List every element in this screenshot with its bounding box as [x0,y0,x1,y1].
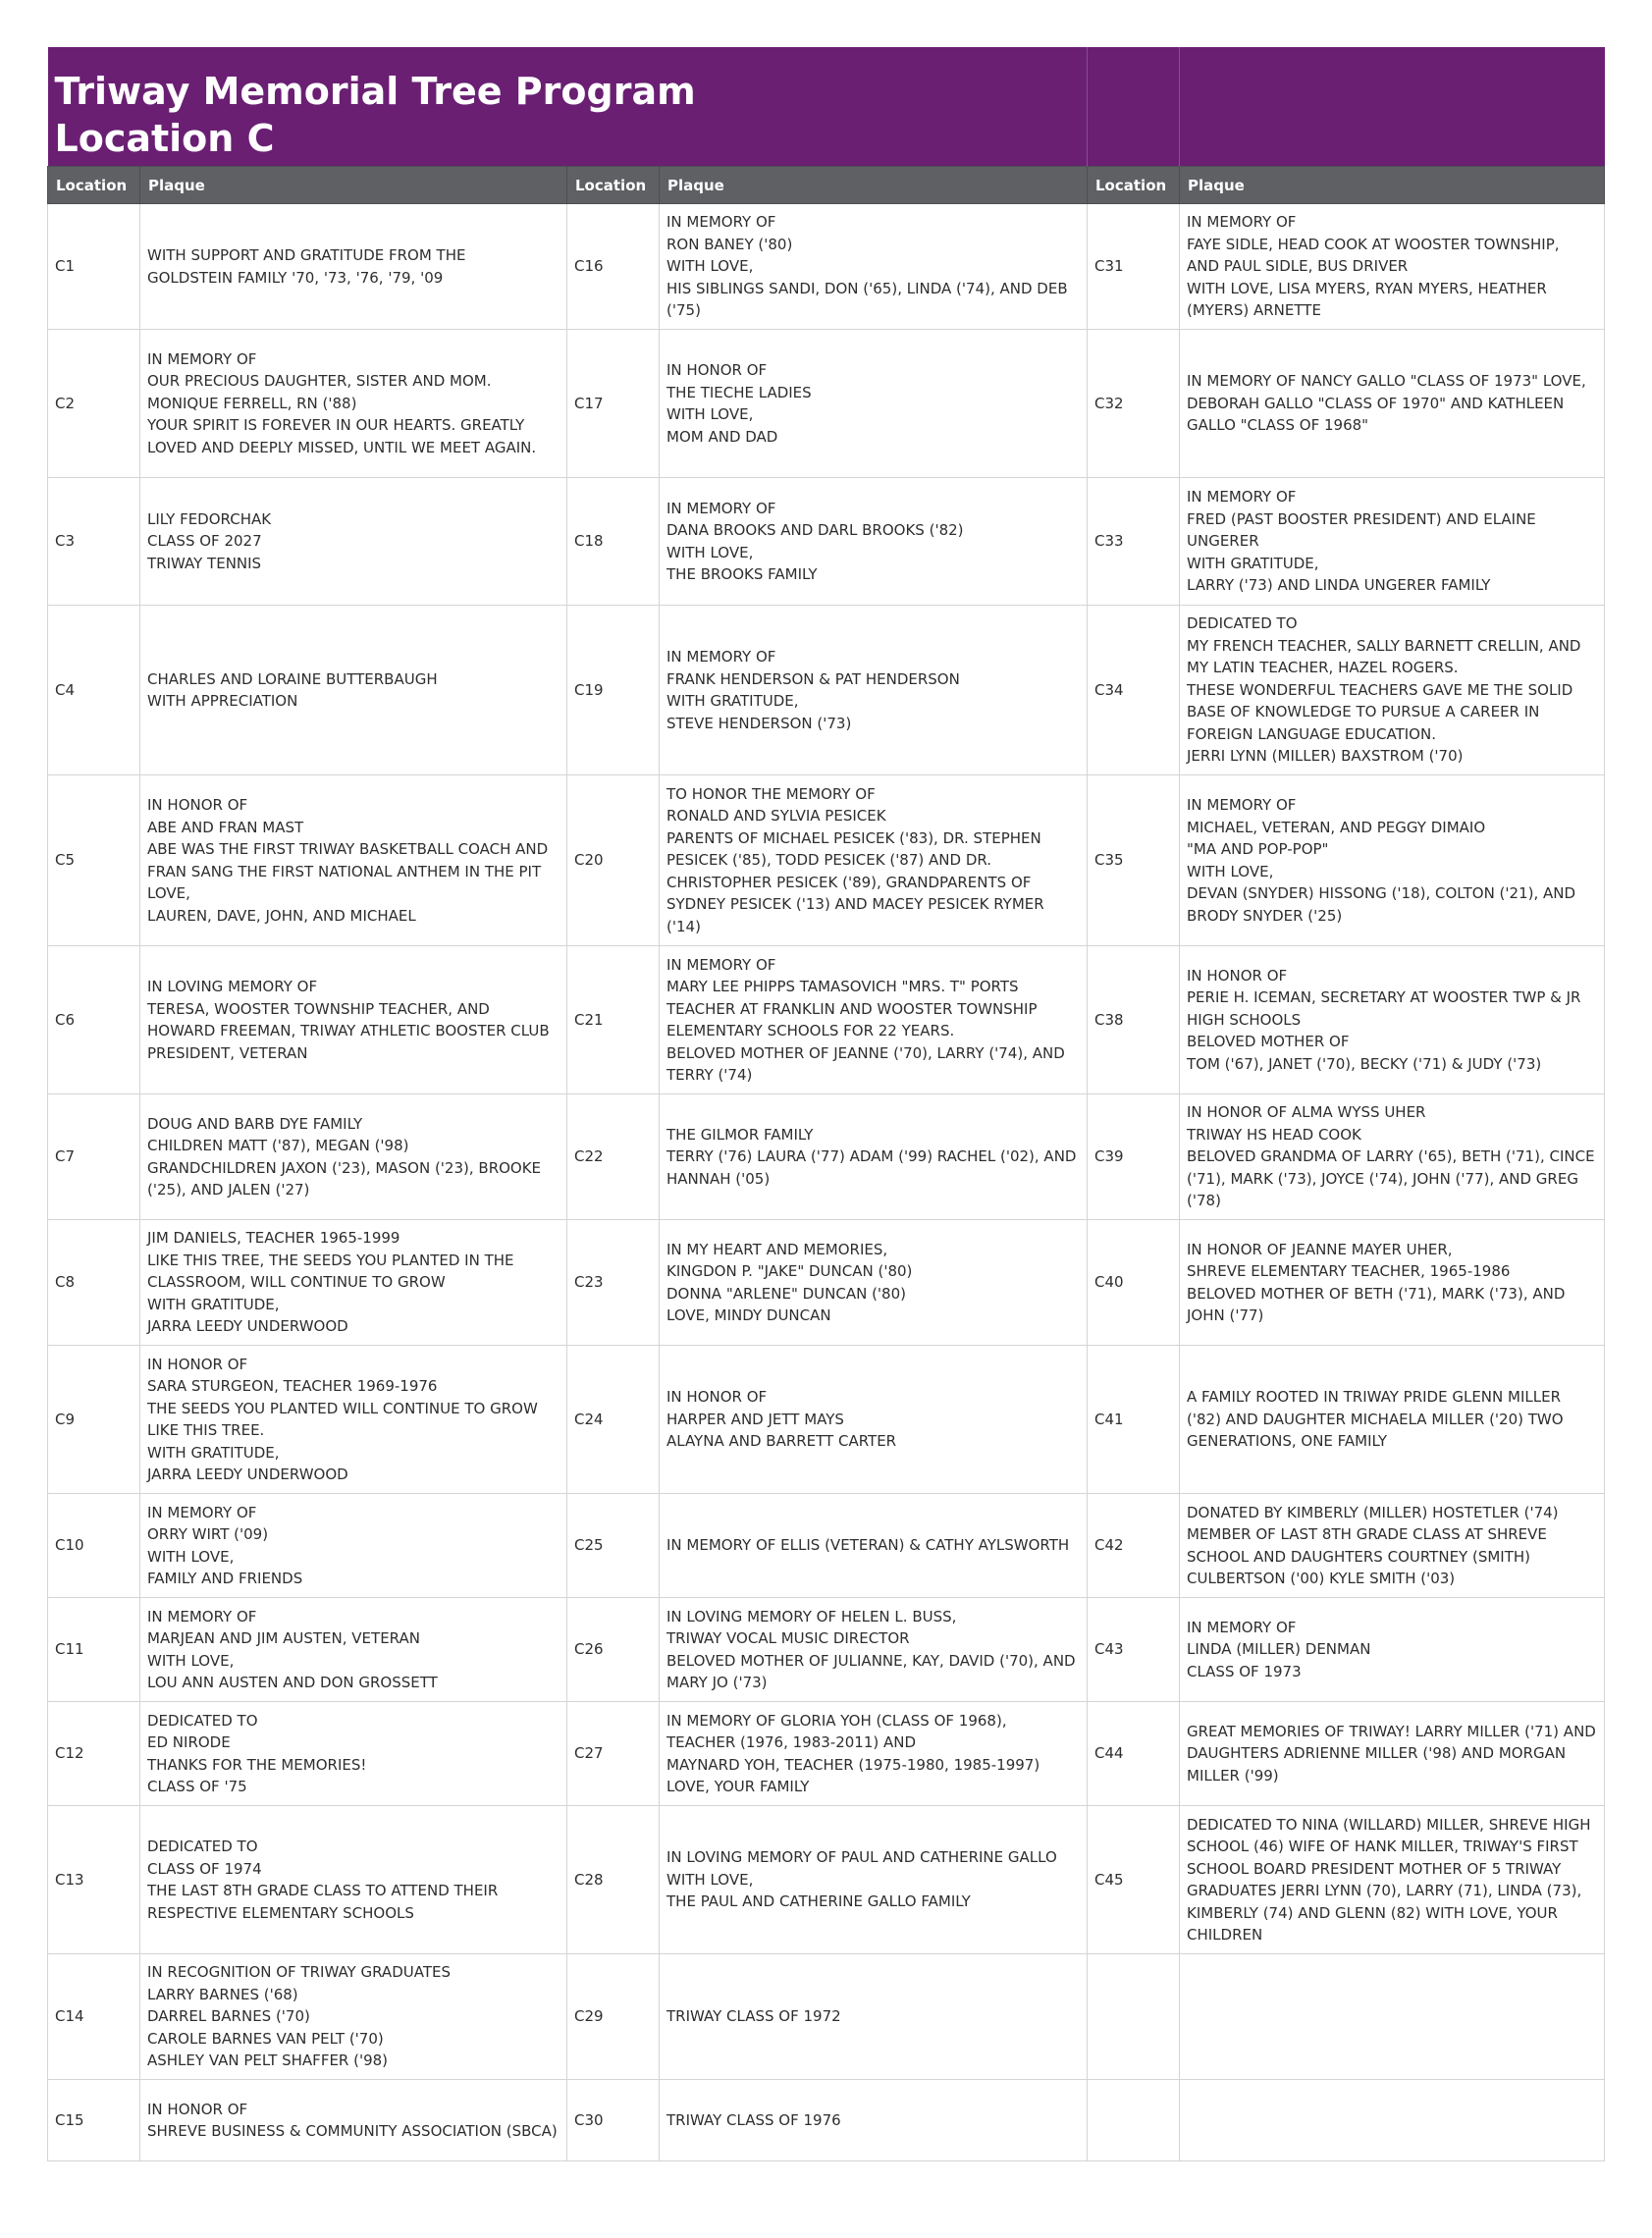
table-row [48,2080,1605,2161]
location-code: C21 [567,946,660,1094]
table-row [48,330,1605,478]
plaque-text: IN MEMORY OF DANA BROOKS AND DARL BROOKS ('82) WITH LOVE, THE BROOKS FAMILY [660,478,1088,606]
table-row [48,1494,1605,1598]
location-code: C2 [48,330,140,478]
plaque-text: IN HONOR OF JEANNE MAYER UHER, SHREVE ELEMENTARY TEACHER, 1965-1986 BELOVED MOTHER OF BETH ('71), MARK ('73), AND JOHN ('77) [1180,1220,1605,1346]
location-code: C16 [567,204,660,330]
plaque-text: IN HONOR OF PERIE H. ICEMAN, SECRETARY AT WOOSTER TWP & JR HIGH SCHOOLS BELOVED MOTHER OF TOM ('67), JANET ('70), BECKY ('71) & JUDY ('73) [1180,946,1605,1094]
location-code: C1 [48,204,140,330]
location-code: C13 [48,1806,140,1954]
location-code: C39 [1088,1094,1180,1220]
location-code [1088,2080,1180,2161]
plaque-text: IN MEMORY OF LINDA (MILLER) DENMAN CLASS OF 1973 [1180,1598,1605,1702]
plaque-text: TRIWAY CLASS OF 1972 [660,1954,1088,2080]
location-code: C14 [48,1954,140,2080]
plaque-text: WITH SUPPORT AND GRATITUDE FROM THE GOLDSTEIN FAMILY '70, '73, '76, '79, '09 [140,204,567,330]
location-code: C43 [1088,1598,1180,1702]
memorial-tree-sheet [47,47,1605,2161]
plaque-text: IN HONOR OF SHREVE BUSINESS & COMMUNITY ASSOCIATION (SBCA) [140,2080,567,2161]
location-code: C15 [48,2080,140,2161]
location-code: C35 [1088,775,1180,946]
location-code: C29 [567,1954,660,2080]
plaque-text: THE GILMOR FAMILY TERRY ('76) LAURA ('77) ADAM ('99) RACHEL ('02), AND HANNAH ('05) [660,1094,1088,1220]
location-code: C10 [48,1494,140,1598]
location-code: C11 [48,1598,140,1702]
plaque-text: DEDICATED TO NINA (WILLARD) MILLER, SHREVE HIGH SCHOOL (46) WIFE OF HANK MILLER, TRIWAY'S FIRST SCHOOL BOARD PRESIDENT MOTHER OF 5 TRIWAY GRADUATES JERRI LYNN (70), LARRY (71), LINDA (73), KIMBERLY (74) AND GLENN (82) WITH LOVE, YOUR CHILDREN [1180,1806,1605,1954]
plaque-text: IN MEMORY OF NANCY GALLO "CLASS OF 1973" LOVE, DEBORAH GALLO "CLASS OF 1970" AND KATHLEEN GALLO "CLASS OF 1968" [1180,330,1605,478]
plaque-text: IN MEMORY OF ORRY WIRT ('09) WITH LOVE, FAMILY AND FRIENDS [140,1494,567,1598]
location-code: C3 [48,478,140,606]
title-spacer-cell [1180,47,1605,167]
location-code: C28 [567,1806,660,1954]
title-cell [48,47,1088,167]
plaque-text: IN HONOR OF ALMA WYSS UHER TRIWAY HS HEAD COOK BELOVED GRANDMA OF LARRY ('65), BETH ('71), CINCE ('71), MARK ('73), JOYCE ('74), JOHN ('77), AND GREG ('78) [1180,1094,1605,1220]
plaque-text [1180,2080,1605,2161]
location-code: C25 [567,1494,660,1598]
plaque-text: IN MEMORY OF ELLIS (VETERAN) & CATHY AYLSWORTH [660,1494,1088,1598]
table-row [48,1220,1605,1346]
table-row [48,1806,1605,1954]
plaque-text: IN HONOR OF HARPER AND JETT MAYS ALAYNA AND BARRETT CARTER [660,1346,1088,1494]
page-title: Triway Memorial Tree Program [54,70,696,113]
location-code: C6 [48,946,140,1094]
page-subtitle: Location C [54,117,275,160]
location-code: C26 [567,1598,660,1702]
column-header-location: Location [48,167,140,204]
table-row [48,775,1605,946]
location-code: C30 [567,2080,660,2161]
plaque-text: IN MEMORY OF MARY LEE PHIPPS TAMASOVICH "MRS. T" PORTS TEACHER AT FRANKLIN AND WOOSTER TOWNSHIP ELEMENTARY SCHOOLS FOR 22 YEARS. BELOVED MOTHER OF JEANNE ('70), LARRY ('74), AND TERRY ('74) [660,946,1088,1094]
location-code: C17 [567,330,660,478]
plaque-text: IN LOVING MEMORY OF PAUL AND CATHERINE GALLO WITH LOVE, THE PAUL AND CATHERINE GALLO FAMILY [660,1806,1088,1954]
plaque-text: DOUG AND BARB DYE FAMILY CHILDREN MATT ('87), MEGAN ('98) GRANDCHILDREN JAXON ('23), MASON ('23), BROOKE ('25), AND JALEN ('27) [140,1094,567,1220]
location-code: C8 [48,1220,140,1346]
location-code: C45 [1088,1806,1180,1954]
plaque-text: IN MEMORY OF FRANK HENDERSON & PAT HENDERSON WITH GRATITUDE, STEVE HENDERSON ('73) [660,606,1088,775]
column-header-row [48,167,1605,204]
location-code: C22 [567,1094,660,1220]
table-row [48,1094,1605,1220]
location-code: C18 [567,478,660,606]
location-code: C24 [567,1346,660,1494]
column-header-location: Location [567,167,660,204]
location-code: C44 [1088,1702,1180,1806]
location-code: C7 [48,1094,140,1220]
location-code: C12 [48,1702,140,1806]
plaque-text: GREAT MEMORIES OF TRIWAY! LARRY MILLER ('71) AND DAUGHTERS ADRIENNE MILLER ('98) AND MORGAN MILLER ('99) [1180,1702,1605,1806]
plaque-text: IN MEMORY OF MICHAEL, VETERAN, AND PEGGY DIMAIO "MA AND POP-POP" WITH LOVE, DEVAN (SNYDER) HISSONG ('18), COLTON ('21), AND BRODY SNYDER ('25) [1180,775,1605,946]
plaque-text: IN MEMORY OF MARJEAN AND JIM AUSTEN, VETERAN WITH LOVE, LOU ANN AUSTEN AND DON GROSSETT [140,1598,567,1702]
plaque-text: IN HONOR OF SARA STURGEON, TEACHER 1969-1976 THE SEEDS YOU PLANTED WILL CONTINUE TO GROW LIKE THIS TREE. WITH GRATITUDE, JARRA LEEDY UNDERWOOD [140,1346,567,1494]
table-row [48,478,1605,606]
table-row [48,1954,1605,2080]
location-code [1088,1954,1180,2080]
table-row [48,1346,1605,1494]
location-code: C32 [1088,330,1180,478]
location-code: C31 [1088,204,1180,330]
location-code: C20 [567,775,660,946]
location-code: C41 [1088,1346,1180,1494]
table-row [48,204,1605,330]
plaque-text: IN RECOGNITION OF TRIWAY GRADUATES LARRY BARNES ('68) DARREL BARNES ('70) CAROLE BARNES VAN PELT ('70) ASHLEY VAN PELT SHAFFER ('98) [140,1954,567,2080]
column-header-plaque: Plaque [660,167,1088,204]
table-row [48,1702,1605,1806]
location-code: C40 [1088,1220,1180,1346]
location-code: C38 [1088,946,1180,1094]
location-code: C33 [1088,478,1180,606]
plaque-text: IN MEMORY OF RON BANEY ('80) WITH LOVE, HIS SIBLINGS SANDI, DON ('65), LINDA ('74), AND DEB ('75) [660,204,1088,330]
location-code: C27 [567,1702,660,1806]
location-code: C42 [1088,1494,1180,1598]
plaque-text: LILY FEDORCHAK CLASS OF 2027 TRIWAY TENNIS [140,478,567,606]
plaque-text: DEDICATED TO MY FRENCH TEACHER, SALLY BARNETT CRELLIN, AND MY LATIN TEACHER, HAZEL ROGERS. THESE WONDERFUL TEACHERS GAVE ME THE SOLID BASE OF KNOWLEDGE TO PURSUE A CAREER IN FOREIGN LANGUAGE EDUCATION. JERRI LYNN (MILLER) BAXSTROM ('70) [1180,606,1605,775]
plaque-table [47,47,1605,2161]
location-code: C23 [567,1220,660,1346]
plaque-table-body [48,204,1605,2161]
location-code: C34 [1088,606,1180,775]
plaque-text: IN MEMORY OF FAYE SIDLE, HEAD COOK AT WOOSTER TOWNSHIP, AND PAUL SIDLE, BUS DRIVER WITH LOVE, LISA MYERS, RYAN MYERS, HEATHER (MYERS) ARNETTE [1180,204,1605,330]
plaque-text: DEDICATED TO CLASS OF 1974 THE LAST 8TH GRADE CLASS TO ATTEND THEIR RESPECTIVE ELEMENTARY SCHOOLS [140,1806,567,1954]
location-code: C5 [48,775,140,946]
location-code: C4 [48,606,140,775]
plaque-text: IN MY HEART AND MEMORIES, KINGDON P. "JAKE" DUNCAN ('80) DONNA "ARLENE" DUNCAN ('80) LOVE, MINDY DUNCAN [660,1220,1088,1346]
plaque-text: CHARLES AND LORAINE BUTTERBAUGH WITH APPRECIATION [140,606,567,775]
plaque-text [1180,1954,1605,2080]
title-spacer-cell [1088,47,1180,167]
title-banner [48,47,1605,167]
plaque-text: IN LOVING MEMORY OF HELEN L. BUSS, TRIWAY VOCAL MUSIC DIRECTOR BELOVED MOTHER OF JULIANNE, KAY, DAVID ('70), AND MARY JO ('73) [660,1598,1088,1702]
table-row [48,1598,1605,1702]
plaque-text: IN LOVING MEMORY OF TERESA, WOOSTER TOWNSHIP TEACHER, AND HOWARD FREEMAN, TRIWAY ATHLETIC BOOSTER CLUB PRESIDENT, VETERAN [140,946,567,1094]
location-code: C9 [48,1346,140,1494]
plaque-text: TO HONOR THE MEMORY OF RONALD AND SYLVIA PESICEK PARENTS OF MICHAEL PESICEK ('83), DR. STEPHEN PESICEK ('85), TODD PESICEK ('87) AND DR. CHRISTOPHER PESICEK ('89), GRANDPARENTS OF SYDNEY PESICEK ('13) AND MACEY PESICEK RYMER ('14) [660,775,1088,946]
plaque-text: IN HONOR OF ABE AND FRAN MAST ABE WAS THE FIRST TRIWAY BASKETBALL COACH AND FRAN SANG THE FIRST NATIONAL ANTHEM IN THE PIT LOVE, LAUREN, DAVE, JOHN, AND MICHAEL [140,775,567,946]
plaque-text: A FAMILY ROOTED IN TRIWAY PRIDE GLENN MILLER ('82) AND DAUGHTER MICHAELA MILLER ('20) TWO GENERATIONS, ONE FAMILY [1180,1346,1605,1494]
table-row [48,946,1605,1094]
plaque-text: TRIWAY CLASS OF 1976 [660,2080,1088,2161]
table-row [48,606,1605,775]
column-header-location: Location [1088,167,1180,204]
plaque-text: DONATED BY KIMBERLY (MILLER) HOSTETLER ('74) MEMBER OF LAST 8TH GRADE CLASS AT SHREVE SCHOOL AND DAUGHTERS COURTNEY (SMITH) CULBERTSON ('00) KYLE SMITH ('03) [1180,1494,1605,1598]
plaque-text: IN HONOR OF THE TIECHE LADIES WITH LOVE, MOM AND DAD [660,330,1088,478]
plaque-text: IN MEMORY OF FRED (PAST BOOSTER PRESIDENT) AND ELAINE UNGERER WITH GRATITUDE, LARRY ('73) AND LINDA UNGERER FAMILY [1180,478,1605,606]
column-header-plaque: Plaque [140,167,567,204]
plaque-text: IN MEMORY OF OUR PRECIOUS DAUGHTER, SISTER AND MOM. MONIQUE FERRELL, RN ('88) YOUR SPIRIT IS FOREVER IN OUR HEARTS. GREATLY LOVED AND DEEPLY MISSED, UNTIL WE MEET AGAIN. [140,330,567,478]
plaque-text: DEDICATED TO ED NIRODE THANKS FOR THE MEMORIES! CLASS OF '75 [140,1702,567,1806]
plaque-text: IN MEMORY OF GLORIA YOH (CLASS OF 1968), TEACHER (1976, 1983-2011) AND MAYNARD YOH, TEACHER (1975-1980, 1985-1997) LOVE, YOUR FAMILY [660,1702,1088,1806]
column-header-plaque: Plaque [1180,167,1605,204]
plaque-text: JIM DANIELS, TEACHER 1965-1999 LIKE THIS TREE, THE SEEDS YOU PLANTED IN THE CLASSROOM, WILL CONTINUE TO GROW WITH GRATITUDE, JARRA LEEDY UNDERWOOD [140,1220,567,1346]
location-code: C19 [567,606,660,775]
